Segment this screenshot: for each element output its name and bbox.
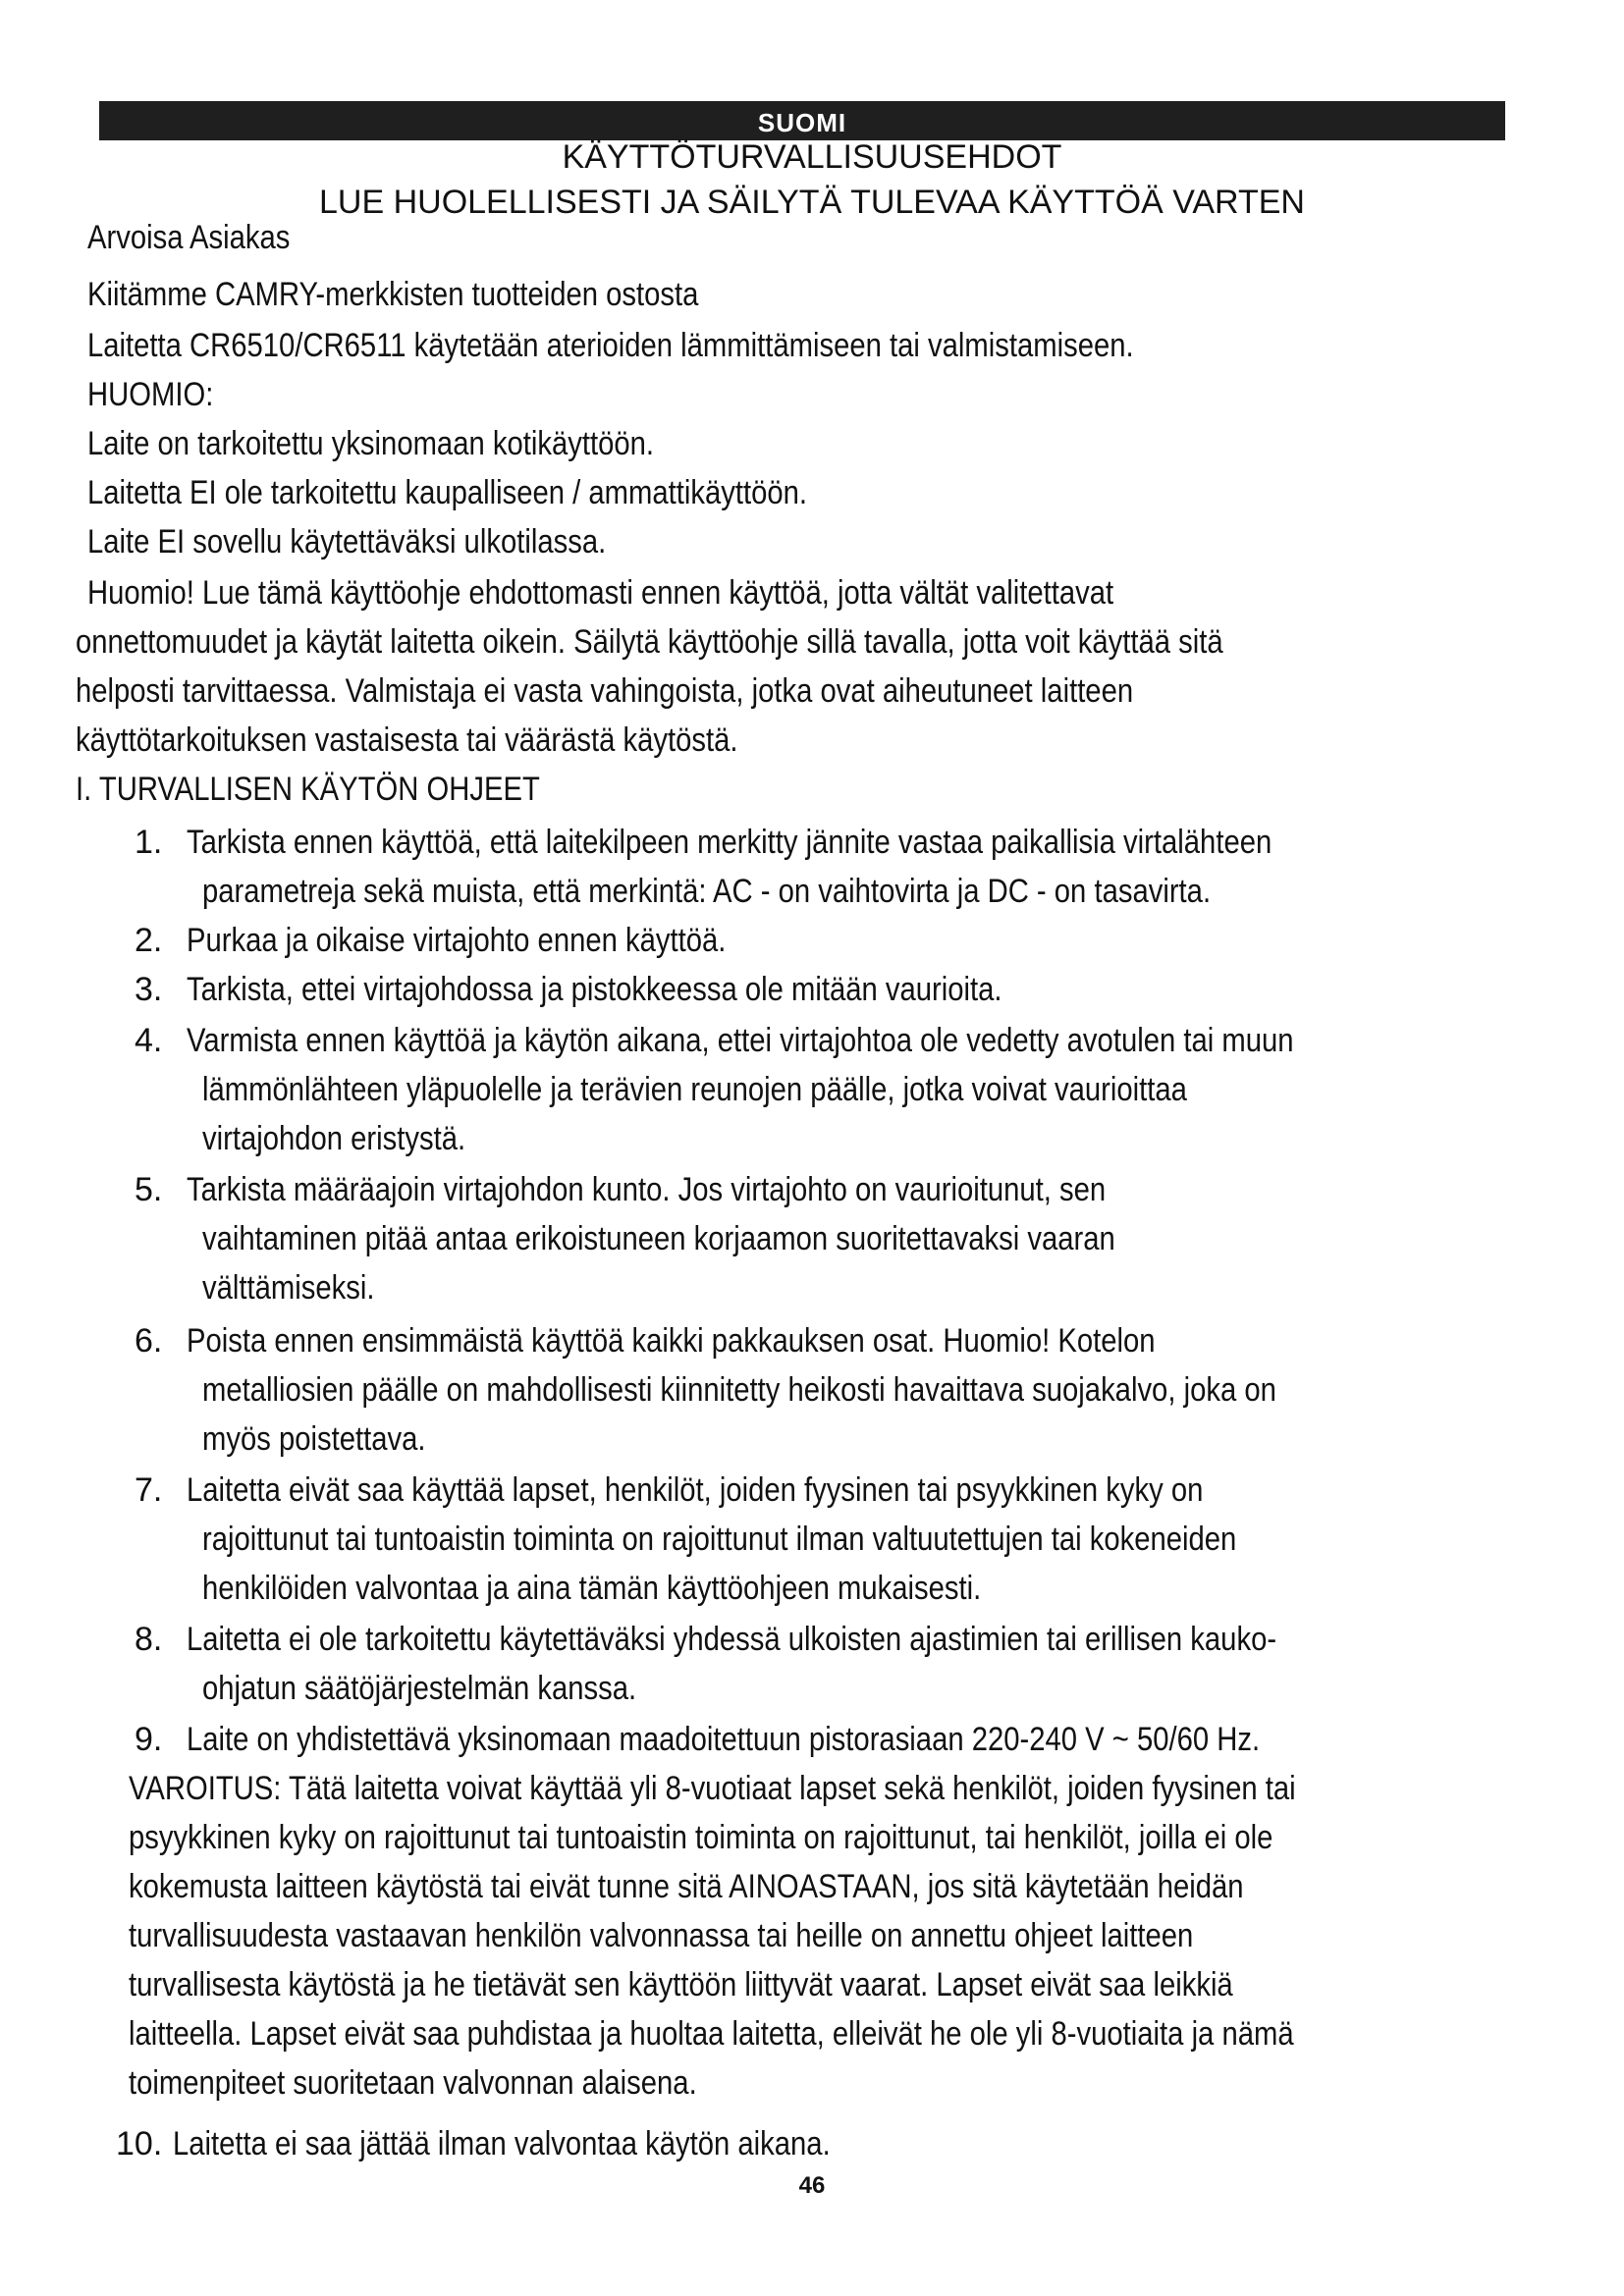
document-title: KÄYTTÖTURVALLISUUSEHDOT — [562, 138, 1062, 176]
section-heading: I. TURVALLISEN KÄYTÖN OHJEET — [76, 771, 540, 808]
list-item-number: 9. — [135, 1721, 163, 1758]
thanks-line: Kiitämme CAMRY-merkkisten tuotteiden ostosta — [87, 276, 699, 313]
list-item-line: myös poistettava. — [202, 1420, 426, 1458]
list-item-number: 10. — [116, 2125, 163, 2163]
list-item-line: virtajohdon eristystä. — [202, 1120, 466, 1157]
list-item-line: Tarkista määräajoin virtajohdon kunto. Jos virtajohto on vaurioitunut, sen — [187, 1171, 1107, 1208]
list-item-number: 6. — [135, 1322, 163, 1360]
list-item-line: Laitetta eivät saa käyttää lapset, henkilöt, joiden fyysinen tai psyykkinen kyky on — [187, 1471, 1204, 1509]
list-item-line: Tarkista, ettei virtajohdossa ja pistokkeessa ole mitään vaurioita. — [187, 971, 1002, 1008]
warning-line: toimenpiteet suoritetaan valvonnan alaisena. — [129, 2064, 697, 2102]
warning-line: laitteella. Lapset eivät saa puhdistaa ja huoltaa laitetta, elleivät he ole yli 8-vuotiaita ja nämä — [129, 2015, 1294, 2053]
note-label: HUOMIO: — [87, 376, 214, 413]
list-item-number: 3. — [135, 971, 163, 1008]
list-item-line: metalliosien päälle on mahdollisesti kiinnitetty heikosti havaittava suojakalvo, joka on — [202, 1371, 1276, 1409]
warning-line: VAROITUS: Tätä laitetta voivat käyttää yli 8-vuotiaat lapset sekä henkilöt, joiden fyysinen tai — [129, 1770, 1296, 1807]
list-item-number: 2. — [135, 922, 163, 959]
note-line: Laite on tarkoitettu yksinomaan kotikäyttöön. — [87, 425, 655, 462]
list-item-line: henkilöiden valvontaa ja aina tämän käyttöohjeen mukaisesti. — [202, 1570, 982, 1607]
intro-warning-line: Huomio! Lue tämä käyttöohje ehdottomasti ennen käyttöä, jotta vältät valitettavat — [87, 574, 1114, 612]
list-item-line: Poista ennen ensimmäistä käyttöä kaikki pakkauksen osat. Huomio! Kotelon — [187, 1322, 1156, 1360]
warning-line: turvallisuudesta vastaavan henkilön valvonnassa tai heille on annettu ohjeet laitteen — [129, 1917, 1194, 1954]
language-header-bar: SUOMI — [99, 101, 1505, 140]
list-item-line: Laite on yhdistettävä yksinomaan maadoitettuun pistorasiaan 220-240 V ~ 50/60 Hz. — [187, 1721, 1261, 1758]
list-item-line: Varmista ennen käyttöä ja käytön aikana, ettei virtajohtoa ole vedetty avotulen tai muun — [187, 1022, 1294, 1059]
list-item-line: lämmönlähteen yläpuolelle ja terävien reunojen päälle, jotka voivat vaurioittaa — [202, 1071, 1187, 1108]
list-item-number: 1. — [135, 824, 163, 861]
list-item-line: rajoittunut tai tuntoaistin toiminta on rajoittunut ilman valtuutettujen tai kokeneiden — [202, 1521, 1237, 1558]
list-item-line: Tarkista ennen käyttöä, että laitekilpeen merkitty jännite vastaa paikallisia virtalähteen — [187, 824, 1272, 861]
list-item-number: 5. — [135, 1171, 163, 1208]
list-item-line: välttämiseksi. — [202, 1269, 375, 1307]
list-item-number: 4. — [135, 1022, 163, 1059]
list-item-line: Laitetta ei saa jättää ilman valvontaa käytön aikana. — [173, 2125, 831, 2163]
page-number: 46 — [798, 2172, 826, 2199]
list-item-number: 8. — [135, 1621, 163, 1658]
note-line: Laite EI sovellu käytettäväksi ulkotilassa. — [87, 523, 607, 561]
document-subtitle: LUE HUOLELLISESTI JA SÄILYTÄ TULEVAA KÄYTTÖÄ VARTEN — [319, 184, 1305, 221]
intro-warning-line: onnettomuudet ja käytät laitetta oikein. Säilytä käyttöohje sillä tavalla, jotta voit käyttää sitä — [76, 623, 1223, 661]
list-item-line: Purkaa ja oikaise virtajohto ennen käyttöä. — [187, 922, 727, 959]
greeting: Arvoisa Asiakas — [87, 219, 291, 256]
note-line: Laitetta EI ole tarkoitettu kaupalliseen / ammattikäyttöön. — [87, 474, 808, 511]
list-item-line: ohjatun säätöjärjestelmän kanssa. — [202, 1670, 637, 1707]
list-item-line: vaihtaminen pitää antaa erikoistuneen korjaamon suoritettavaksi vaaran — [202, 1220, 1115, 1257]
intro-warning-line: käyttötarkoituksen vastaisesta tai väärästä käytöstä. — [76, 721, 738, 759]
warning-line: kokemusta laitteen käytöstä tai eivät tunne sitä AINOASTAAN, jos sitä käytetään heidän — [129, 1868, 1244, 1905]
intro-warning-line: helposti tarvittaessa. Valmistaja ei vasta vahingoista, jotka ovat aiheutuneet laitteen — [76, 672, 1134, 710]
list-item-number: 7. — [135, 1471, 163, 1509]
warning-line: turvallisesta käytöstä ja he tietävät sen käyttöön liittyvät vaarat. Lapset eivät saa leikkiä — [129, 1966, 1233, 2003]
list-item-line: Laitetta ei ole tarkoitettu käytettäväksi yhdessä ulkoisten ajastimien tai erillisen kauko- — [187, 1621, 1277, 1658]
list-item-line: parametreja sekä muista, että merkintä: AC - on vaihtovirta ja DC - on tasavirta. — [202, 873, 1212, 910]
purpose-line: Laitetta CR6510/CR6511 käytetään aterioiden lämmittämiseen tai valmistamiseen. — [87, 327, 1134, 364]
warning-line: psyykkinen kyky on rajoittunut tai tuntoaistin toiminta on rajoittunut, tai henkilöt, joilla ei ole — [129, 1819, 1273, 1856]
